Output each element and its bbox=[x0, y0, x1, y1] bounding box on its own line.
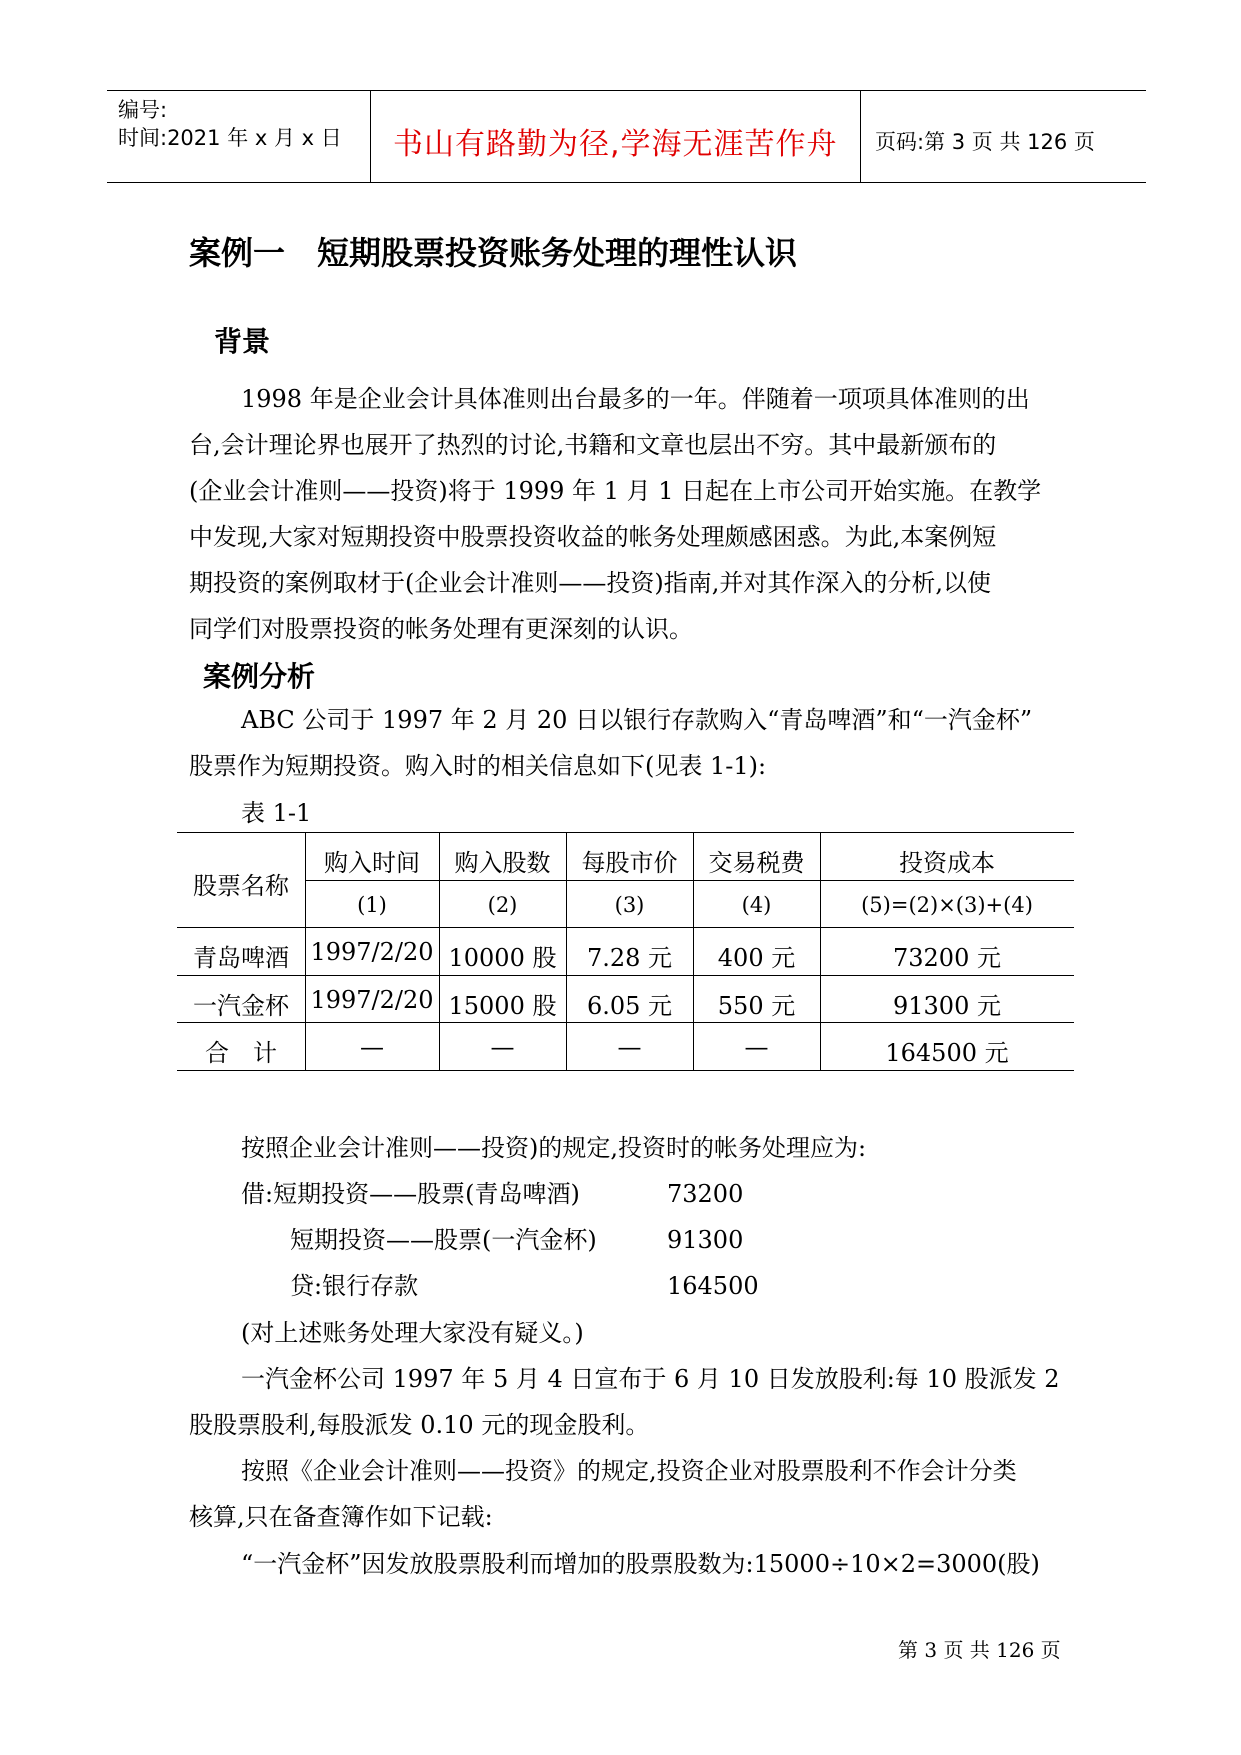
table-subheader-cell: (5)=(2)×(3)+(4) bbox=[861, 893, 1033, 917]
header-top-rule bbox=[107, 90, 1146, 91]
table-cell: 15000 股 bbox=[448, 992, 557, 1020]
closing-paragraph-3: “一汽金杯”因发放股票股利而增加的股票股数为:15000÷10×2=3000(股) bbox=[241, 1550, 1040, 1578]
paragraph-line: 期投资的案例取材于(企业会计准则——投资)指南,并对其作深入的分析,以使 bbox=[189, 569, 991, 597]
header-bottom-rule bbox=[107, 182, 1146, 183]
paragraph-line: (企业会计准则——投资)将于 1999 年 1 月 1 日起在上市公司开始实施。在教学 bbox=[189, 477, 1042, 505]
paragraph-line: ABC 公司于 1997 年 2 月 20 日以银行存款购入“青岛啤酒”和“一汽金杯” bbox=[241, 706, 1033, 734]
header-time-label: 时间:2021 年 x 月 x 日 bbox=[118, 126, 342, 150]
paragraph-line: 同学们对股票投资的帐务处理有更深刻的认识。 bbox=[189, 615, 693, 643]
table-cell: 73200 元 bbox=[893, 944, 1001, 972]
table-subheader-cell: (2) bbox=[487, 893, 518, 917]
table-cell: 550 元 bbox=[717, 992, 796, 1020]
page-title: 案例一 短期股票投资账务处理的理性认识 bbox=[189, 234, 798, 272]
entry-credit-label: 贷:银行存款 bbox=[290, 1272, 419, 1300]
entries-note: (对上述账务处理大家没有疑义。) bbox=[241, 1319, 584, 1347]
table-rule bbox=[177, 1022, 1074, 1023]
paragraph-line: 一汽金杯公司 1997 年 5 月 4 日宣布于 6 月 10 日发放股利:每 10 股派发 2 bbox=[241, 1365, 1060, 1393]
table-rule bbox=[305, 880, 1074, 881]
table-subheader-cell: (1) bbox=[357, 893, 387, 917]
table-cell: — bbox=[617, 1033, 642, 1061]
table-header-cell: 投资成本 bbox=[899, 849, 995, 877]
header-motto: 书山有路勤为径,学海无涯苦作舟 bbox=[393, 127, 838, 162]
table-header-cell: 每股市价 bbox=[581, 849, 678, 877]
table-cell: 7.28 元 bbox=[586, 944, 673, 972]
closing-paragraph-1 bbox=[189, 1356, 1089, 1448]
table-cell: 合 计 bbox=[205, 1039, 277, 1067]
table-cell: 一汽金杯 bbox=[193, 992, 289, 1020]
header-page-label: 页码:第 3 页 共 126 页 bbox=[875, 130, 1095, 154]
table-header-cell: 购入股数 bbox=[454, 849, 551, 877]
closing-paragraph-2 bbox=[189, 1448, 1089, 1540]
table-cell: 91300 元 bbox=[893, 992, 1001, 1020]
table-subheader-cell: (3) bbox=[614, 893, 645, 917]
paragraph-line: 核算,只在备查簿作如下记载: bbox=[189, 1503, 493, 1531]
table-cell: 400 元 bbox=[717, 944, 796, 972]
entry-debit-amount: 73200 bbox=[667, 1180, 744, 1208]
table-cell: — bbox=[744, 1033, 769, 1061]
paragraph-line: 台,会计理论界也展开了热烈的讨论,书籍和文章也层出不穷。其中最新颁布的 bbox=[189, 431, 997, 459]
table-header-cell: 购入时间 bbox=[324, 849, 420, 877]
analysis-intro-paragraph bbox=[189, 697, 1089, 789]
background-paragraph bbox=[189, 376, 1089, 652]
table-header-stock-name: 股票名称 bbox=[193, 872, 289, 900]
table-cell: 6.05 元 bbox=[586, 992, 673, 1020]
table-rule bbox=[177, 832, 1074, 833]
paragraph-line: 按照《企业会计准则——投资》的规定,投资企业对股票股利不作会计分类 bbox=[241, 1457, 1017, 1485]
table-cell: 10000 股 bbox=[448, 944, 557, 972]
page-footer: 第 3 页 共 126 页 bbox=[898, 1638, 1061, 1662]
header-divider-left bbox=[370, 90, 371, 182]
entry-debit-amount-2: 91300 bbox=[667, 1226, 744, 1254]
table-header-cell: 交易税费 bbox=[708, 849, 805, 877]
table-cell: 1997/2/20 bbox=[310, 938, 434, 966]
entries-lead: 按照企业会计准则——投资)的规定,投资时的帐务处理应为: bbox=[241, 1134, 867, 1162]
table-cell: 1997/2/20 bbox=[310, 986, 434, 1014]
table-subheader-cell: (4) bbox=[741, 893, 772, 917]
table-cell: 164500 元 bbox=[885, 1039, 1009, 1067]
paragraph-line: 1998 年是企业会计具体准则出台最多的一年。伴随着一项项具体准则的出 bbox=[241, 385, 1030, 413]
table-cell: 青岛啤酒 bbox=[193, 944, 289, 972]
section-heading-analysis: 案例分析 bbox=[203, 660, 316, 693]
table-cell: — bbox=[490, 1033, 515, 1061]
entry-credit-amount: 164500 bbox=[667, 1272, 759, 1300]
paragraph-line: 中发现,大家对短期投资中股票投资收益的帐务处理颇感困惑。为此,本案例短 bbox=[189, 523, 997, 551]
entry-debit-label: 借:短期投资——股票(青岛啤酒) bbox=[241, 1180, 580, 1208]
entry-debit-label-2: 短期投资——股票(一汽金杯) bbox=[290, 1226, 597, 1254]
table-rule bbox=[177, 1070, 1074, 1071]
table-cell: — bbox=[360, 1033, 384, 1061]
table-rule bbox=[177, 975, 1074, 976]
paragraph-line: 股股票股利,每股派发 0.10 元的现金股利。 bbox=[189, 1411, 650, 1439]
section-heading-background: 背景 bbox=[214, 325, 271, 358]
header-divider-right bbox=[860, 90, 861, 182]
table-caption: 表 1-1 bbox=[241, 799, 312, 827]
header-number-label: 编号: bbox=[118, 98, 168, 122]
paragraph-line: 股票作为短期投资。购入时的相关信息如下(见表 1-1): bbox=[189, 752, 767, 780]
table-rule bbox=[177, 927, 1074, 928]
